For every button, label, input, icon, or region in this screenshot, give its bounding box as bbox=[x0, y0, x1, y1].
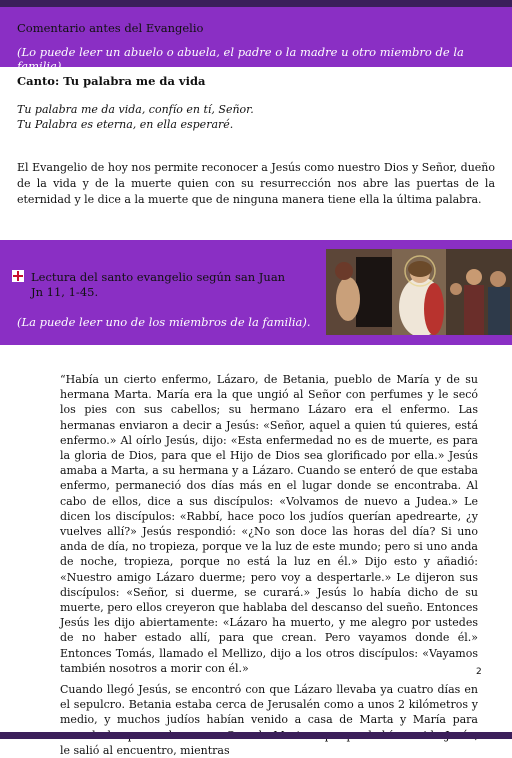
gospel-text bbox=[60, 372, 478, 758]
reader-note: (Lo puede leer un abuelo o abuela, el padre o la madre u otro miembro de la familia). bbox=[17, 45, 464, 73]
section-title: Comentario antes del Evangelio bbox=[17, 21, 204, 35]
bottom-bar bbox=[0, 732, 512, 739]
page-number: 2 bbox=[476, 667, 482, 677]
reading-title: Lectura del santo evangelio según san Juan bbox=[31, 270, 286, 284]
song-lyrics bbox=[17, 102, 254, 132]
reading-reference: Jn 11, 1-45. bbox=[31, 285, 99, 299]
song-line: Tu palabra me da vida, confío en tí, Señor. bbox=[17, 103, 254, 116]
gospel-comment-banner bbox=[0, 7, 512, 73]
song-title: Canto: Tu palabra me da vida bbox=[17, 74, 206, 88]
lazarus-painting bbox=[326, 249, 512, 335]
cross-icon bbox=[12, 270, 24, 282]
reading-heading bbox=[31, 270, 285, 300]
song-line: Tu Palabra es eterna, en ella esperaré. bbox=[17, 118, 234, 131]
intro-paragraph: El Evangelio de hoy nos permite reconocer a Jesús como nuestro Dios y Señor, dueño de la vida y de la muerte quien con su resurrección nos abre las puertas de la eternidad y le dice a la muerte que de ninguna manera tiene ella la última palabra. bbox=[17, 161, 495, 206]
gospel-paragraph: Cuando llegó Jesús, se encontró con que Lázaro llevaba ya cuatro días en el sepulcro. Betania estaba cerca de Jerusalén como a unos 2 kilómetros y medio, y muchos judíos habían venido a casa de Marta y María para le salió al encuentro, mientras bbox=[60, 683, 478, 757]
top-bar bbox=[0, 0, 512, 7]
gospel-paragraph: “Había un cierto enfermo, Lázaro, de Betania, pueblo de María y de su hermana Marta. María era la que ungió al Señor con perfumes y le secó los pies con sus cabellos; su hermano Lázaro era el enfermo. Las hermanas enviaron a decir a Jesús: «Señor, aquel a quien tú quieres, está enfermo.» Al oírlo Jesús, dijo: «Esta enfermedad no es de muerte, es para la gloria de Dios, para que el Hijo de Dios sea glorificado por ella.» Jesús amaba a Marta, a su hermana y a Lázaro. Cuando se enteró de que estaba enfermo, permaneció dos días más en el lugar donde se encontraba. Al cabo de ellos, dice a sus discípulos: «Volvamos de nuevo a Judea.» Le dicen los discípulos: «Rabbí, hace poco los judíos querían apedrearte, ¿y vuelves allí?» Jesús respondió: «¿No son doce las horas del día? Si uno anda de día, no tropieza, porque ve la luz de este mundo; pero si uno anda de noche, tropieza, porque no está la luz en él.» Dijo esto y añadió: «Nuestro amigo Lázaro duerme; pero voy a despertarle.» Le dijeron sus discípulos: «Señor, si duerme, se curará.» Jesús lo había dicho de su muerte, pero ellos creyeron que hablaba del descanso del sueño. Entonces Jesús les dijo abiertamente: «Lázaro ha muerto, y me alegro por ustedes de no haber estado allí, para que crean. Pero vayamos donde él.» Entonces Tomás, llamado el Mellizo, dijo a los otros discípulos: «Vayamos también nosotros a morir con él.» bbox=[60, 373, 478, 675]
reader-note: (La puede leer uno de los miembros de la familia). bbox=[17, 315, 311, 329]
reading-banner bbox=[0, 240, 512, 345]
